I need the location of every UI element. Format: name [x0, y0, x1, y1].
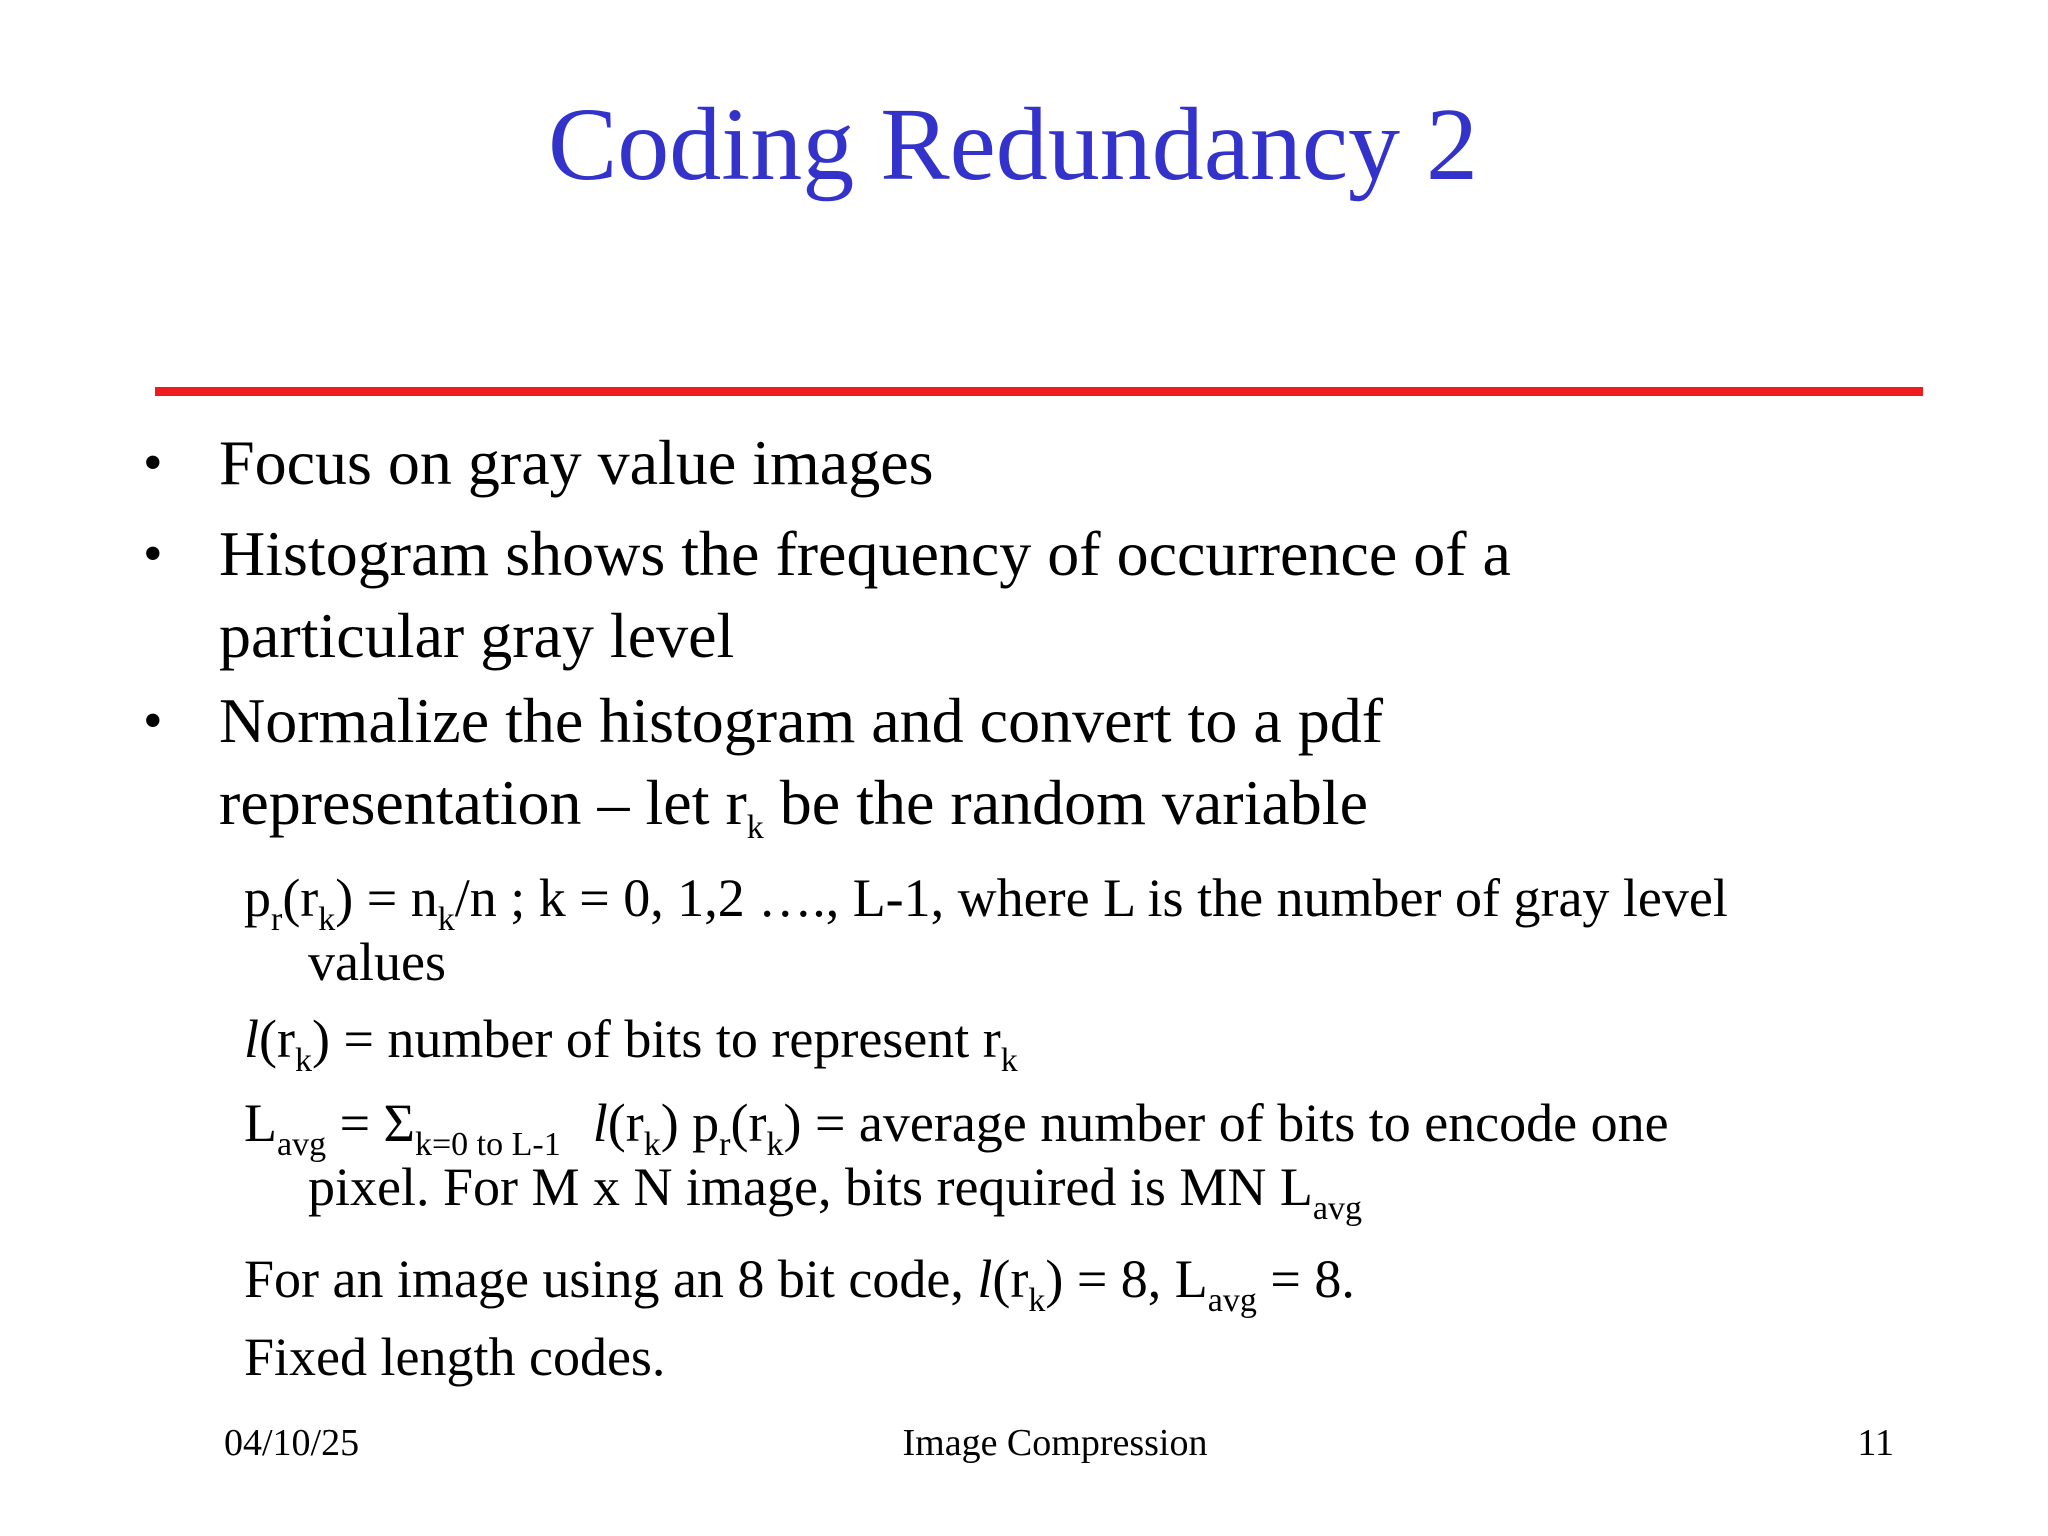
text-run: ) = number of bits to represent r — [311, 1009, 1001, 1069]
text-run: ) = average number of bits to encode one — [783, 1093, 1669, 1153]
subscript: avg — [1207, 1282, 1257, 1319]
footer-date: 04/10/25 — [224, 1422, 360, 1464]
text-run: (r — [607, 1093, 644, 1153]
subscript: k — [294, 1042, 312, 1079]
code-length-definition — [244, 1007, 1018, 1079]
bullet-glyph: • — [143, 432, 163, 494]
subscript: k — [1000, 1042, 1018, 1079]
bullet-glyph: • — [143, 523, 163, 585]
bullet-text-line — [219, 767, 1368, 846]
continuation-line — [244, 1155, 1669, 1227]
text-run: p — [244, 868, 271, 928]
formula-line — [244, 1093, 1669, 1163]
text-run: L — [244, 1093, 277, 1153]
text-run: representation – let r — [219, 767, 747, 838]
pdf-definition — [244, 866, 1728, 994]
text-run: (r — [730, 1093, 767, 1153]
subscript: k — [766, 1126, 784, 1163]
formula-line — [244, 1249, 1355, 1319]
text-run: For an image using an 8 bit code, — [244, 1249, 978, 1309]
text-run: (r — [259, 1009, 295, 1069]
subscript: r — [719, 1126, 731, 1163]
subscript: avg — [277, 1126, 327, 1163]
page-number: 11 — [1857, 1422, 1894, 1464]
text-run: /n ; k = 0, 1,2 …., L-1, where L is the number of gray level — [454, 868, 1728, 928]
italic-l: l — [977, 1249, 993, 1309]
formula-line — [244, 868, 1728, 938]
continuation-line: values — [308, 932, 446, 992]
average-length-definition — [244, 1091, 1669, 1227]
bullet-text-line: Histogram shows the frequency of occurrence of a — [219, 518, 1511, 589]
subscript: k — [1028, 1282, 1046, 1319]
italic-l: l — [244, 1009, 260, 1069]
text-run: (r — [992, 1249, 1029, 1309]
bullet-text: Focus on gray value images — [219, 427, 934, 498]
subscript: k — [437, 901, 455, 938]
eight-bit-example — [244, 1247, 1355, 1319]
footer-topic: Image Compression — [902, 1422, 1208, 1464]
text-run: (r — [282, 868, 319, 928]
subscript: k — [318, 901, 336, 938]
subscript: k — [643, 1126, 661, 1163]
subscript: avg — [1312, 1190, 1362, 1227]
subscript: k — [746, 809, 764, 846]
slide-title: Coding Redundancy 2 — [547, 87, 1479, 202]
subscript: r — [271, 901, 283, 938]
bullet-text — [219, 513, 1511, 677]
bullet-text — [219, 680, 1383, 844]
title-divider — [155, 387, 1923, 396]
subscript: k=0 to L-1 — [414, 1126, 561, 1163]
formula-line — [244, 1009, 1018, 1079]
text-run: be the random variable — [763, 767, 1368, 838]
text-run: ) p — [660, 1093, 720, 1153]
text-run: = 8. — [1256, 1249, 1355, 1309]
italic-l: l — [592, 1093, 608, 1153]
bullet-glyph: • — [143, 690, 163, 752]
bullet-text-line: Normalize the histogram and convert to a pdf — [219, 685, 1384, 756]
fixed-length-note: Fixed length codes. — [244, 1327, 666, 1387]
text-run: pixel. For M x N image, bits required is MN L — [308, 1157, 1313, 1217]
bullet-text-line: particular gray level — [219, 600, 735, 671]
text-run: = Σ — [326, 1093, 415, 1153]
text-run: ) = n — [335, 868, 438, 928]
text-run: ) = 8, L — [1045, 1249, 1208, 1309]
